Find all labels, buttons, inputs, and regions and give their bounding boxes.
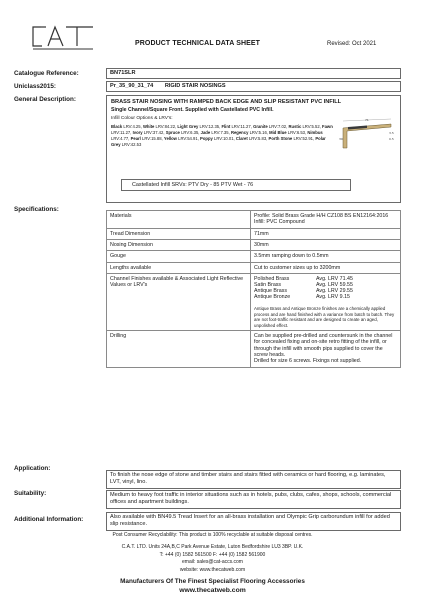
infill-colour-item: Flint LRV:11.27, [221, 124, 252, 129]
infill-colour-item: Porth Stone LRV:52.91, [268, 136, 315, 142]
uniclass-name: RIGID STAIR NOSINGS [164, 83, 226, 90]
description-headline: BRASS STAIR NOSING WITH RAMPED BACK EDGE AND SLIP RESISTANT PVC INFILL [111, 99, 342, 105]
infill-colour-item: Nimbus LRV:4.77, [111, 130, 323, 142]
contact-website[interactable]: website: www.thecatweb.com [179, 566, 246, 573]
revised-date: Revised: Oct 2021 [327, 41, 377, 47]
infill-heading: Infill Colour Options & LRV's: [111, 116, 173, 121]
spec-row [107, 262, 401, 273]
spec-row-drilling [107, 331, 401, 368]
srv-values: Castellated Infill SRVs: PTV Dry - 85 PTV Wet - 76 [121, 179, 351, 191]
spec-row-finishes [107, 274, 401, 331]
spec-row [107, 228, 401, 239]
contact-email[interactable]: email: sales@cat-accs.com [182, 559, 243, 565]
finishes-note: Antique Brass and Antique Bronze finishes are a chemically applied process and are hand finished with a variance from batch to batch. They are not foot-traffic resistant and are designed to create an aged, unpolished effect. [254, 306, 395, 328]
infill-colour-item: Polar Grey LRV:42.53 [111, 136, 326, 148]
suitability-text: Medium to heavy foot traffic in interior situations such as in hotels, pubs, clubs, cafes, shops, schools, commercial offices and apartment buildings. [110, 492, 392, 506]
spec-key: Drilling [107, 331, 251, 368]
dim-gouge: 3.5 [389, 131, 394, 135]
suitability-label: Suitability: [14, 490, 47, 497]
uniclass-field [106, 81, 401, 92]
finish-item: Antique Bronze Avg. LRV 9.15 [254, 294, 350, 301]
spec-key: Lengths available [107, 262, 251, 273]
dim-nosing: 30 [339, 137, 343, 141]
finish-item: Polished Brass Avg. LRV 71.45 [254, 276, 353, 283]
dim-tread: 71 [365, 118, 369, 122]
spec-key: Channel Finishes available & Associated Light Reflective Values or LRV's [107, 274, 251, 331]
additional-text: Also available with BN49.5 Tread Insert for an all-brass installation and Olympic Grip carborundum infill for added slip resistance. [110, 514, 390, 528]
finish-item: Antique Brass Avg. LRV 29.55 [254, 288, 353, 295]
infill-colour-list [111, 124, 333, 148]
contact-block [0, 544, 425, 574]
drilling-value: Can be supplied pre-drilled and countersunk in the channel for concealed fixing and on-site retro fitting of the infill, or through the infill with smooth pips supplied to cover the screw heads. Drilled for size 6 screws. Fixings not supplied. [251, 331, 401, 368]
additional-field [106, 512, 401, 531]
suitability-field [106, 490, 401, 509]
description-box [106, 95, 401, 203]
catalogue-value: BN71SLR [110, 70, 136, 77]
infill-colour-item: Jade LRV:7.35, [200, 130, 230, 136]
spec-key: Nosing Dimension [107, 240, 251, 251]
finishes-list [251, 274, 401, 331]
catalogue-field [106, 68, 401, 79]
uniclass-code: Pr_35_90_31_74 [110, 83, 154, 90]
recyclability-note: Post Consumer Recyclability: This product is 100% recyclable at suitable disposal centres. [112, 532, 313, 538]
spec-key: Gouge [107, 251, 251, 262]
spec-value: 71mm [251, 228, 401, 239]
spec-key: Materials [107, 211, 251, 229]
uniclass-label: Uniclass2015: [14, 83, 57, 90]
specifications-label: Specifications: [14, 206, 59, 213]
spec-value: 30mm [251, 240, 401, 251]
infill-colour-item: Black LRV:4.25, [111, 124, 142, 129]
infill-colour-item: Rustic LRV:5.52, [288, 124, 321, 129]
contact-address: C.A.T. LTD. Units 24A,B,C Park Avenue Estate, Luton Bedfordshire LU3 3BP. U.K. [121, 544, 304, 550]
infill-colour-item: Pearl LRV:15.88, [130, 136, 163, 142]
description-label: General Description: [14, 96, 76, 103]
spec-value: Cut to customer sizes up to 3200mm [251, 262, 401, 273]
description-subline: Single Channel/Square Front. Supplied with Castellated PVC Infill. [111, 107, 274, 113]
document-title: PRODUCT TECHNICAL DATA SHEET [135, 40, 261, 47]
contact-phone: T: +44 (0) 1582 561500 F: +44 (0) 1582 561900 [159, 551, 266, 558]
nosing-profile-diagram [339, 118, 399, 154]
footer-url[interactable]: www.thecatweb.com [179, 587, 246, 594]
infill-colour-item: Claret LRV:5.83, [235, 136, 268, 142]
infill-colour-item: Poppy LRV:10.01, [200, 136, 235, 142]
spec-value: Profile: Solid Brass Grade H/H CZ108 BS EN12164:2016 Infill: PVC Compound [251, 211, 401, 229]
specifications-table [106, 210, 401, 368]
footer-tagline: Manufacturers Of The Finest Specialist Flooring Accessories [120, 578, 305, 585]
infill-colour-item: White LRV:84.22, [142, 124, 177, 129]
catalogue-label: Catalogue Reference: [14, 70, 79, 77]
application-text: To finish the nose edge of stone and timber stairs and stairs fitted with ceramics or hard flooring, e.g. laminates, LVT, vinyl, lino. [110, 472, 386, 486]
spec-value: 3.5mm ramping down to 0.5mm [251, 251, 401, 262]
spec-row [107, 240, 401, 251]
infill-colour-item: Fawn LRV:11.27, [111, 124, 333, 136]
infill-colour-item: Spruce LRV:6.35, [165, 130, 200, 136]
infill-colour-item: Yellow LRV:54.91, [163, 136, 199, 142]
infill-colour-item: Light Grey LRV:12.35, [177, 124, 221, 129]
application-label: Application: [14, 465, 51, 472]
finish-item: Satin Brass Avg. LRV 59.55 [254, 282, 353, 289]
application-field [106, 470, 401, 489]
infill-colour-item: Mid Blue LRV:6.53, [269, 130, 307, 136]
dim-ramp: 0.5 [389, 137, 394, 141]
spec-row [107, 251, 401, 262]
infill-colour-item: Granite LRV:7.02, [253, 124, 288, 129]
infill-colour-item: Regency LRV:5.16, [230, 130, 268, 136]
cat-logo [31, 24, 95, 50]
infill-colour-item: Ivory LRV:37.42, [132, 130, 165, 136]
additional-label: Additional Information: [14, 516, 84, 523]
spec-key: Tread Dimension [107, 228, 251, 239]
spec-row [107, 211, 401, 229]
